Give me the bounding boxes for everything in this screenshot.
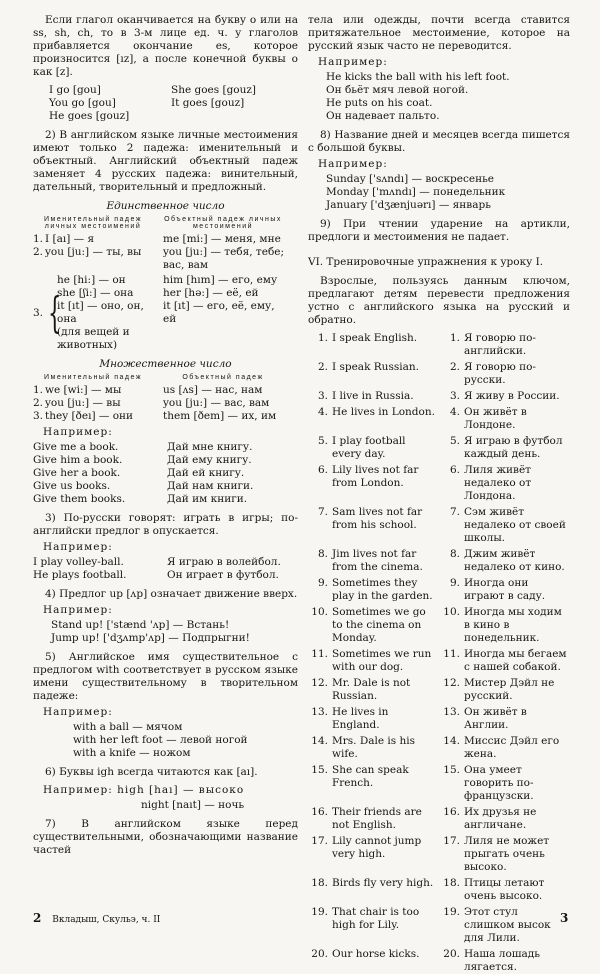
exercise-number: 13. xyxy=(311,706,328,718)
paragraph-es-ending: Если глагол оканчивается на букву о или на ss, sh, ch, то в 3-м лице ед. ч. у глаголов прибавляется окончание es, которое произносится [ız], а после конечной буквы о как [z]. xyxy=(33,14,298,78)
exercise-english: That chair is too high for Lily. xyxy=(332,906,420,931)
go-table-row xyxy=(49,97,298,110)
plural-column-headers xyxy=(33,374,298,381)
exercise-number: 3. xyxy=(317,390,328,402)
third-person-nominative-line: he [hi:] — он xyxy=(57,274,126,286)
russian-sentence: Дай нам книги. xyxy=(167,480,254,492)
exercise-number-ru: 13. xyxy=(443,706,460,718)
footer-caption: Вкладыш, Скульэ, ч. II xyxy=(52,915,161,925)
exercise-row xyxy=(308,706,570,732)
paragraph-igh: 6) Буквы igh всегда читаются как [aı]. xyxy=(45,766,258,778)
play-examples xyxy=(33,556,298,582)
paragraph-exercise-intro: Взрослые, пользуясь данным ключом, предлагают детям перевести предложения устно с английского языка на русский и обратно. xyxy=(308,275,570,326)
english-sentence: Give them books. xyxy=(33,493,126,505)
example-label-2: Например: xyxy=(43,541,113,553)
exercise-number-ru: 15. xyxy=(443,764,460,776)
english-sentence: Give him a book. xyxy=(33,454,123,466)
example-label-6: Например: xyxy=(318,158,388,170)
exercise-number: 11. xyxy=(311,648,328,660)
exercise-row xyxy=(308,577,570,603)
right-column xyxy=(308,14,570,974)
exercise-number: 19. xyxy=(311,906,328,918)
exercise-russian: Миссис Дэйл его жена. xyxy=(464,735,560,760)
english-sentence: He plays football. xyxy=(33,569,127,581)
russian-sentence: Я играю в волейбол. xyxy=(167,556,281,568)
row3-number: 3. xyxy=(33,306,44,319)
exercise-number: 2. xyxy=(317,361,328,373)
go-table-row xyxy=(49,110,298,123)
pronoun-nominative: we [wi:] — мы xyxy=(45,384,122,396)
exercise-english: Jim lives not far from the cinema. xyxy=(332,548,423,573)
example-label-4: Например: xyxy=(43,706,113,718)
paragraph-possessive: 7) В английском языке перед существительными, обозначающими название частей xyxy=(33,818,298,856)
example-line: with a knife — ножом xyxy=(73,747,191,759)
go-table-row xyxy=(49,84,298,97)
exercise-english: Mr. Dale is not Russian. xyxy=(332,677,411,702)
exercise-number: 12. xyxy=(311,677,328,689)
go-form: You go [gou] xyxy=(49,97,116,109)
section-exercises-heading: VI. Тренировочные упражнения к уроку I. xyxy=(308,256,544,268)
with-examples xyxy=(33,721,298,760)
third-person-nominative xyxy=(57,274,163,352)
example-pair xyxy=(33,569,298,582)
paragraph-pronoun-cases: 2) В английском языке личные местоимения имеют только 2 падежа: именительный и объектный. Английский объектный падеж заменяет 4 русских падежа: винительный, дательный, творительный и предложный. xyxy=(33,129,298,193)
exercise-russian: Птицы летают очень высоко. xyxy=(464,877,545,902)
exercise-row xyxy=(308,735,570,761)
exercise-english: Mrs. Dale is his wife. xyxy=(332,735,416,760)
exercise-number: 14. xyxy=(311,735,328,747)
exercise-number: 6. xyxy=(317,464,328,476)
pronoun-number: 2. xyxy=(33,397,44,409)
pronoun-number: 2. xyxy=(33,246,44,258)
objective-header: Объектный падеж личных местоимений xyxy=(164,216,282,230)
exercise-row xyxy=(308,906,570,945)
example-line: Monday ['mʌndı] — понедельник xyxy=(326,186,506,198)
third-person-objective-line: her [hə:] — её, ей xyxy=(163,287,259,299)
exercise-russian: Иногда они играют в саду. xyxy=(464,577,546,602)
paragraph-stress: 9) При чтении ударение на артикли, предлоги и местоимения не падает. xyxy=(308,218,570,243)
example-pair xyxy=(33,441,298,454)
exercise-number: 17. xyxy=(311,835,328,847)
exercise-row xyxy=(308,806,570,832)
book-examples xyxy=(33,441,298,506)
exercise-row xyxy=(308,648,570,674)
exercise-english: Birds fly very high. xyxy=(332,877,434,889)
exercise-english: Our horse kicks. xyxy=(332,948,420,960)
exercise-english: I speak Russian. xyxy=(332,361,419,373)
exercise-row xyxy=(308,677,570,703)
exercise-english: He lives in England. xyxy=(332,706,389,731)
exercise-row xyxy=(308,506,570,545)
pronoun-number: 3. xyxy=(33,410,44,422)
exercise-number-ru: 2. xyxy=(449,361,460,373)
russian-sentence: Он играет в футбол. xyxy=(167,569,279,581)
go-form: She goes [gouz] xyxy=(171,84,257,96)
nominative-header-plural: Именительный падеж xyxy=(43,374,143,381)
go-form: He goes [gouz] xyxy=(49,110,130,122)
pronoun-nominative: they [ðeı] — они xyxy=(45,410,134,422)
left-column xyxy=(33,14,298,857)
pronoun-nominative: you [ju:] — вы xyxy=(45,397,121,409)
third-person-nominative-line: she [ʃi:] — она xyxy=(57,287,134,299)
exercise-russian: Их друзья не англичане. xyxy=(464,806,537,831)
exercise-russian: Мистер Дэйл не русский. xyxy=(464,677,555,702)
go-form: I go [gou] xyxy=(49,84,101,96)
pronoun-nominative: you [ju:] — ты, вы xyxy=(45,246,142,258)
singular-column-headers xyxy=(33,216,298,230)
exercise-russian: Лиля не может прыгать очень высоко. xyxy=(464,835,550,873)
exercise-number-ru: 1. xyxy=(449,332,460,344)
curly-brace-icon: { xyxy=(48,288,62,337)
exercise-row xyxy=(308,361,570,387)
exercise-number-ru: 20. xyxy=(443,948,460,960)
paragraph-play-games: 3) По-русски говорят: играть в игры; по-английски предлог в опускается. xyxy=(33,512,298,537)
exercise-row xyxy=(308,764,570,803)
exercise-number-ru: 12. xyxy=(443,677,460,689)
pronoun-row xyxy=(33,384,298,397)
russian-sentence: Дай ему книгу. xyxy=(167,454,252,466)
pronoun-row xyxy=(33,410,298,423)
exercise-english: I live in Russia. xyxy=(332,390,414,402)
exercise-english: Sometimes we run with our dog. xyxy=(332,648,432,673)
exercise-english: He lives in London. xyxy=(332,406,435,418)
exercise-number-ru: 18. xyxy=(443,877,460,889)
go-form: It goes [gouz] xyxy=(171,97,245,109)
plural-title: Множественное число xyxy=(99,358,232,370)
exercise-english: Lily lives not far from London. xyxy=(332,464,419,489)
exercise-number: 16. xyxy=(311,806,328,818)
singular-pronoun-rows xyxy=(33,233,298,272)
example-line: with her left foot — левой ногой xyxy=(73,734,248,746)
exercise-russian: Сэм живёт недалеко от своей школы. xyxy=(464,506,566,544)
exercise-row xyxy=(308,332,570,358)
exercise-russian: Он живёт в Англии. xyxy=(464,706,527,731)
example-label: Например: xyxy=(43,426,113,438)
exercise-english: Sometimes they play in the garden. xyxy=(332,577,433,602)
exercise-number-ru: 3. xyxy=(449,390,460,402)
example-line: Он бьёт мяч левой ногой. xyxy=(326,84,469,96)
paragraph-with-preposition: 5) Английское имя существительное с предлогом with соответствует в русском языке имени существительному в творительном падеже: xyxy=(33,651,298,702)
objective-header-plural: Объектный падеж xyxy=(182,374,264,381)
exercise-row xyxy=(308,948,570,974)
exercise-number-ru: 10. xyxy=(443,606,460,618)
exercise-number: 18. xyxy=(311,877,328,889)
exercise-russian: Она умеет говорить по-французски. xyxy=(464,764,534,802)
third-person-objective-line: it [ıt] — его, её, ему, ей xyxy=(163,300,275,325)
exercise-number-ru: 7. xyxy=(449,506,460,518)
exercise-number-ru: 14. xyxy=(443,735,460,747)
exercise-russian: Я говорю по-русски. xyxy=(464,361,536,386)
exercise-number-ru: 6. xyxy=(449,464,460,476)
example-label-3: Например: xyxy=(43,604,113,616)
up-examples xyxy=(33,619,298,645)
pronoun-number: 1. xyxy=(33,233,44,245)
exercise-number-ru: 8. xyxy=(449,548,460,560)
russian-sentence: Дай мне книгу. xyxy=(167,441,253,453)
paragraph-possessive-continued: тела или одежды, почти всегда ставится притяжательное местоимение, которое на русский язык часто не переводится. xyxy=(308,14,570,52)
exercise-number: 20. xyxy=(311,948,328,960)
exercise-row xyxy=(308,435,570,461)
exercise-number: 15. xyxy=(311,764,328,776)
exercise-english: She can speak French. xyxy=(332,764,409,789)
page-number-left: 2 xyxy=(33,911,42,925)
exercise-number: 4. xyxy=(317,406,328,418)
example-line: Jump up! ['dʒʌmp'ʌp] — Подпрыгни! xyxy=(51,632,250,644)
exercise-english: Lily cannot jump very high. xyxy=(332,835,422,860)
exercise-russian: Наша лошадь лягается. xyxy=(464,948,540,973)
kick-examples xyxy=(308,71,570,123)
exercise-number: 5. xyxy=(317,435,328,447)
exercise-row xyxy=(308,464,570,503)
example-line: with a ball — мячом xyxy=(73,721,183,733)
english-sentence: Give her a book. xyxy=(33,467,121,479)
exercise-row xyxy=(308,835,570,874)
pronoun-row xyxy=(33,246,298,272)
exercise-number: 7. xyxy=(317,506,328,518)
high-example: Например: high [haı] — высоко xyxy=(43,784,245,796)
exercise-russian: Я живу в России. xyxy=(464,390,560,402)
exercise-english: Their friends are not English. xyxy=(332,806,422,831)
paragraph-up-preposition: 4) Предлог up [ʌp] означает движение вверх. xyxy=(45,588,298,600)
exercise-russian: Этот стул слишком высок для Лили. xyxy=(464,906,551,944)
pronoun-objective: us [ʌs] — нас, нам xyxy=(163,384,263,396)
day-examples xyxy=(308,173,570,212)
exercise-english: I speak English. xyxy=(332,332,418,344)
exercise-row xyxy=(308,390,570,403)
example-line: He puts on his coat. xyxy=(326,97,433,109)
plural-pronoun-rows xyxy=(33,384,298,423)
example-pair xyxy=(33,454,298,467)
exercise-number: 10. xyxy=(311,606,328,618)
pronoun-row xyxy=(33,233,298,246)
exercise-russian: Лиля живёт недалеко от Лондона. xyxy=(464,464,532,502)
pronoun-nominative: I [aı] — я xyxy=(45,233,95,245)
exercise-number-ru: 4. xyxy=(449,406,460,418)
third-person-objective xyxy=(163,274,291,352)
example-pair xyxy=(33,556,298,569)
exercise-english: I play football every day. xyxy=(332,435,406,460)
pronoun-objective: you [ju:] — тебя, тебе; вас, вам xyxy=(163,246,285,271)
exercise-row xyxy=(308,548,570,574)
exercise-russian: Я играю в футбол каждый день. xyxy=(464,435,563,460)
example-pair xyxy=(33,480,298,493)
go-conjugation-table xyxy=(49,84,298,123)
night-example: night [naıt] — ночь xyxy=(141,799,245,811)
russian-sentence: Дай им книги. xyxy=(167,493,248,505)
page-number-right: 3 xyxy=(560,911,569,925)
exercise-russian: Джим живёт недалеко от кино. xyxy=(464,548,565,573)
english-sentence: I play volley-ball. xyxy=(33,556,124,568)
exercise-russian: Иногда мы бегаем с нашей собакой. xyxy=(464,648,567,673)
nominative-header: Именительный падеж личных местоимений xyxy=(43,216,143,230)
exercise-number-ru: 9. xyxy=(449,577,460,589)
russian-sentence: Дай ей книгу. xyxy=(167,467,245,479)
exercise-number-ru: 17. xyxy=(443,835,460,847)
exercise-row xyxy=(308,406,570,432)
example-pair xyxy=(33,467,298,480)
exercise-number-ru: 11. xyxy=(443,648,460,660)
exercise-number-ru: 19. xyxy=(443,906,460,918)
third-person-objective-line: him [hım] — его, ему xyxy=(163,274,278,286)
exercise-row xyxy=(308,877,570,903)
english-sentence: Give me a book. xyxy=(33,441,119,453)
exercise-number-ru: 16. xyxy=(443,806,460,818)
pronoun-number: 1. xyxy=(33,384,44,396)
footer-left xyxy=(33,912,160,927)
example-pair xyxy=(33,493,298,506)
example-line: Stand up! ['stænd 'ʌp] — Встань! xyxy=(51,619,230,631)
example-line: Sunday ['sʌndı] — воскресенье xyxy=(326,173,495,185)
third-person-nominative-line: it [ıt] — оно, он, она xyxy=(57,300,144,325)
exercise-number: 9. xyxy=(317,577,328,589)
footer-right xyxy=(560,912,568,927)
pronoun-objective: you [ju:] — вас, вам xyxy=(163,397,270,409)
english-sentence: Give us books. xyxy=(33,480,111,492)
pronoun-objective: them [ðem] — их, им xyxy=(163,410,277,422)
third-person-group xyxy=(33,274,298,352)
exercise-row xyxy=(308,606,570,645)
exercise-number: 1. xyxy=(317,332,328,344)
exercise-english: Sometimes we go to the cinema on Monday. xyxy=(332,606,426,644)
exercise-russian: Он живёт в Лондоне. xyxy=(464,406,527,431)
exercise-number: 8. xyxy=(317,548,328,560)
exercise-list xyxy=(308,332,570,974)
exercise-russian: Иногда мы ходим в кино в понедельник. xyxy=(464,606,562,644)
example-label-5: Например: xyxy=(318,56,388,68)
example-line: He kicks the ball with his left foot. xyxy=(326,71,510,83)
example-line: Он надевает пальто. xyxy=(326,110,440,122)
example-line: January ['dʒænjuərı] — январь xyxy=(326,199,491,211)
paragraph-days-months: 8) Название дней и месяцев всегда пишется с большой буквы. xyxy=(308,129,570,154)
pronoun-objective: me [mi:] — меня, мне xyxy=(163,233,281,245)
exercise-number-ru: 5. xyxy=(449,435,460,447)
exercise-russian: Я говорю по-английски. xyxy=(464,332,536,357)
pronoun-row xyxy=(33,397,298,410)
third-person-nominative-line: (для вещей и животных) xyxy=(57,326,130,351)
singular-title: Единственное число xyxy=(106,200,225,212)
exercise-english: Sam lives not far from his school. xyxy=(332,506,423,531)
